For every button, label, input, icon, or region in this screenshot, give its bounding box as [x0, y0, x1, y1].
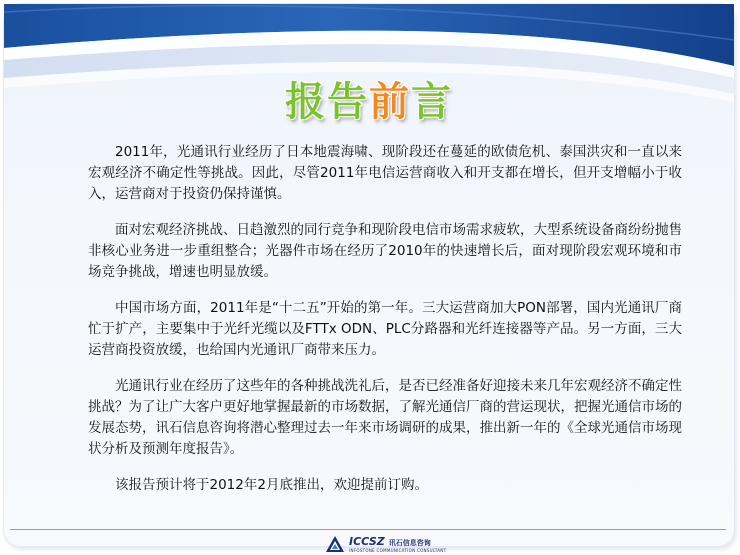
- paragraph-3: 中国市场方面，2011年是“十二五”开始的第一年。三大运营商加大PON部署，国内光通讯厂商忙于扩产，主要集中于光纤光缆以及FTTx ODN、PLC分路器和光纤连接器等产品。另一方面，三大运营商投资放缓，也给国内光通讯厂商带来压力。: [88, 300, 682, 358]
- title-part-3: 言: [411, 79, 453, 125]
- body-text: [88, 142, 682, 511]
- title-part-2: 前: [369, 79, 411, 125]
- paragraph-4: 光通讯行业在经历了这些年的各种挑战洗礼后，是否已经准备好迎接未来几年宏观经济不确定性挑战？为了让广大客户更好地掌握最新的市场数据，了解光通信厂商的营运现状，把握光通信市场的发展态势，讯石信息咨询将潜心整理过去一年来市场调研的成果，推出新一年的《全球光通信市场现状分析及预测年度报告》。: [88, 378, 682, 457]
- brand-name: ICCSZ: [349, 534, 385, 548]
- title-part-1: 报告: [285, 79, 369, 125]
- logo-text: [349, 536, 446, 553]
- brand-name-chinese: 讯石信息咨询: [388, 538, 431, 547]
- triangle-logo-icon: [325, 535, 345, 553]
- paragraph-5: 该报告预计将于2012年2月底推出，欢迎提前订购。: [115, 477, 428, 493]
- paragraph-1: 2011年，光通讯行业经历了日本地震海啸、现阶段还在蔓延的欧债危机、泰国洪灾和一直以来宏观经济不确定性等挑战。因此，尽管2011年电信运营商收入和开支都在增长，但开支增幅小于收入，运营商对于投资仍保持谨慎。: [88, 144, 682, 202]
- brand-name-english: INFOSTONE COMMUNICATION CONSULTANT: [349, 547, 447, 553]
- slide-frame: [4, 4, 734, 553]
- paragraph-2: 面对宏观经济挑战、日趋激烈的同行竞争和现阶段电信市场需求疲软，大型系统设备商纷纷抛售非核心业务进一步重组整合；光器件市场在经历了2010年的快速增长后，面对现阶段宏观环境和市场竞争挑战，增速也明显放缓。: [88, 222, 682, 280]
- logo-main-line: [349, 536, 446, 547]
- page-title: [4, 70, 734, 127]
- footer-logo: [325, 533, 446, 555]
- footer-divider: [10, 529, 726, 530]
